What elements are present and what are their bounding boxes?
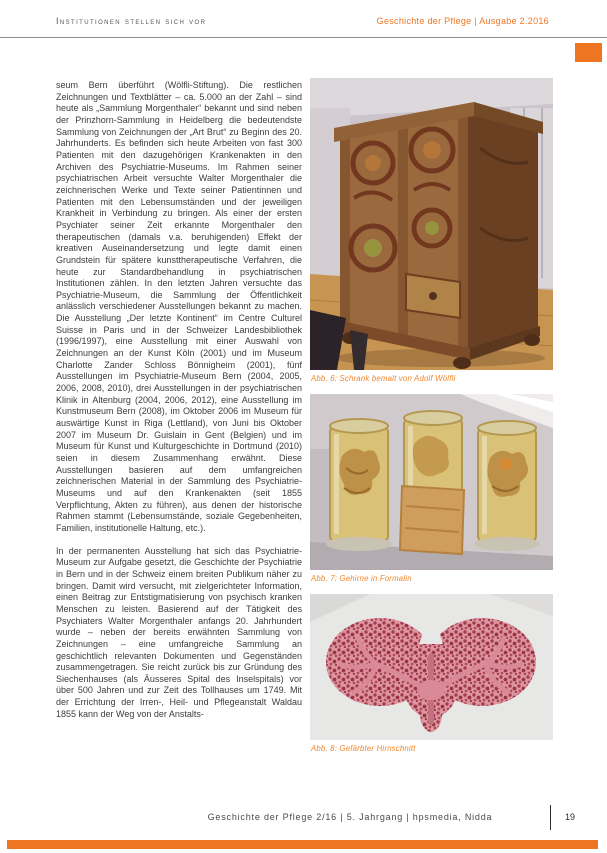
figure-brain-section <box>310 594 553 753</box>
article-paragraph: seum Bern überführt (Wölfli-Stiftung). Die restlichen Zeichnungen und Textblätter – ca. 5.000 an der Zahl – sind heute als „Sammlung Morgenthaler“ bekannt und sind neben der Prinzhorn-Sammlung in Heidelberg die bedeutendste Sammlung von Zeichnungen der „Art Brut“ zu Beginn des 20. Jahrhunderts. Es befinden sich heute Arbeiten von fast 300 Patienten mit den dazugehörigen Krankenakten in den Archiven des Psychiatrie-Museums. Im Rahmen seiner psychiatrischen Arbeit versuchte Walter Morgenthaler die zeichnerischen Werke und Texte seiner Patientinnen und Patienten mit den Lebensumständen und der jeweiligen Krankheit in Verbindung zu bringen. Als einer der ersten Psychiater seiner Zeit erkannte Morgenthaler den therapeutischen (damals v.a. beruhigenden) Effekt der kreativen Auseinandersetzung und legte damit einen Grundstein für spätere kunsttherapeutische Verfahren, die heute zur Standardbehandlung in psychiatrischen Institutionen zählen. In den letzten Jahren versuchte das Psychiatrie-Museum, die Sammlung der Öffentlichkeit anlässlich verschiedener Ausstellungen bekannt zu machen. Die Ausstellung „Der letzte Kontinent“ im Centre Culturel Suisse in Paris und in der Schweizer Landesbibliothek (1996/1997), eine Ausstellung mit einer Auswahl von Zeichnungen an der Kunst Köln (2001) und im Museum Charlotte Zander Schloss Bönnigheim (2001), fünf Ausstellungen im Psychiatrie-Museum Bern (2004, 2005, 2006, 2008, 2010), drei Ausstellungen in der psychiatrischen Klinik in Altenburg (2004, 2006, 2012), eine Ausstellung im Kunstmuseum Bern (2008), im Oktober 2006 im Museum für auswärtige Kunst in Riga (Lettland), von Juni bis Oktober 2007 im Museum Dr. Guislain in Gent (Belgien) und im Museum für Kunst und Kulturgeschichte in Dortmund (2010) seien in diesem Zusammenhang erwähnt. Diese Ausstellungen basieren auf dem umfangreichen zeichnerischen Material in der Sammlung des Psychiatrie-Museums und auf den Krankenakten (seit 1855 Verpflichtung, Akten zu führen), aus denen der historische Rahmen stammt (Lebensumstände, soziale Gegebenheiten, Familien, institutionelle Haltung, etc.). <box>56 80 302 533</box>
footer-accent-bar <box>7 840 598 849</box>
wardrobe-photo-image <box>310 78 553 370</box>
brain-section-photo-image <box>310 594 553 740</box>
page-number: 19 <box>565 812 576 822</box>
article-paragraph: In der permanenten Ausstellung hat sich das Psychiatrie-Museum zur Aufgabe gesetzt, die Geschichte der Psychiatrie in Bern und in der Schweiz einem breiten Publikum näher zu bringen. Damit wird versucht, mit zielgerichteter Information, einen Beitrag zur Entstigmatisierung von psychisch kranken Menschen zu leisten. Basierend auf der Tätigkeit des Psychiaters Walter Morgenthaler anfangs 20. Jahrhundert wurde – neben der bereits erwähnten Sammlung von Zeichnungen – eine umfangreiche Sammlung an geschichtlich relevanten Dokumenten und Gegenständen zusammengetragen. Sie reicht zurück bis zur Gründung des Siechenhauses (als Äusseres Spital des Inselspitals) vor über 500 Jahren und zur Zeit des Tollhauses um 1749. Mit der Errichtung der Irren-, Heil- und Pflegeanstalt Waldau 1855 kann der Weg von der Anstalts- <box>56 545 302 719</box>
figure-column <box>310 78 553 764</box>
figure-caption: Abb. 7: Gehirne in Formalin <box>311 574 412 583</box>
header-section-label: Institutionen stellen sich vor <box>56 16 207 26</box>
header-rule <box>0 37 607 38</box>
figure-specimen-jars <box>310 394 553 583</box>
footer-imprint: Geschichte der Pflege 2/16 | 5. Jahrgang | hpsmedia, Nidda <box>207 812 493 822</box>
figure-caption: Abb. 6: Schrank bemalt von Adolf Wölfli <box>311 374 456 383</box>
header-issue-label: Geschichte der Pflege | Ausgabe 2.2016 <box>376 16 549 26</box>
figure-wardrobe <box>310 78 553 383</box>
page-edge-tab <box>575 43 602 62</box>
specimen-jars-photo-image <box>310 394 553 570</box>
article-text-column <box>56 80 302 731</box>
footer-divider <box>550 805 551 830</box>
figure-caption: Abb. 8: Gefärbter Hirnschnitt <box>311 744 416 753</box>
